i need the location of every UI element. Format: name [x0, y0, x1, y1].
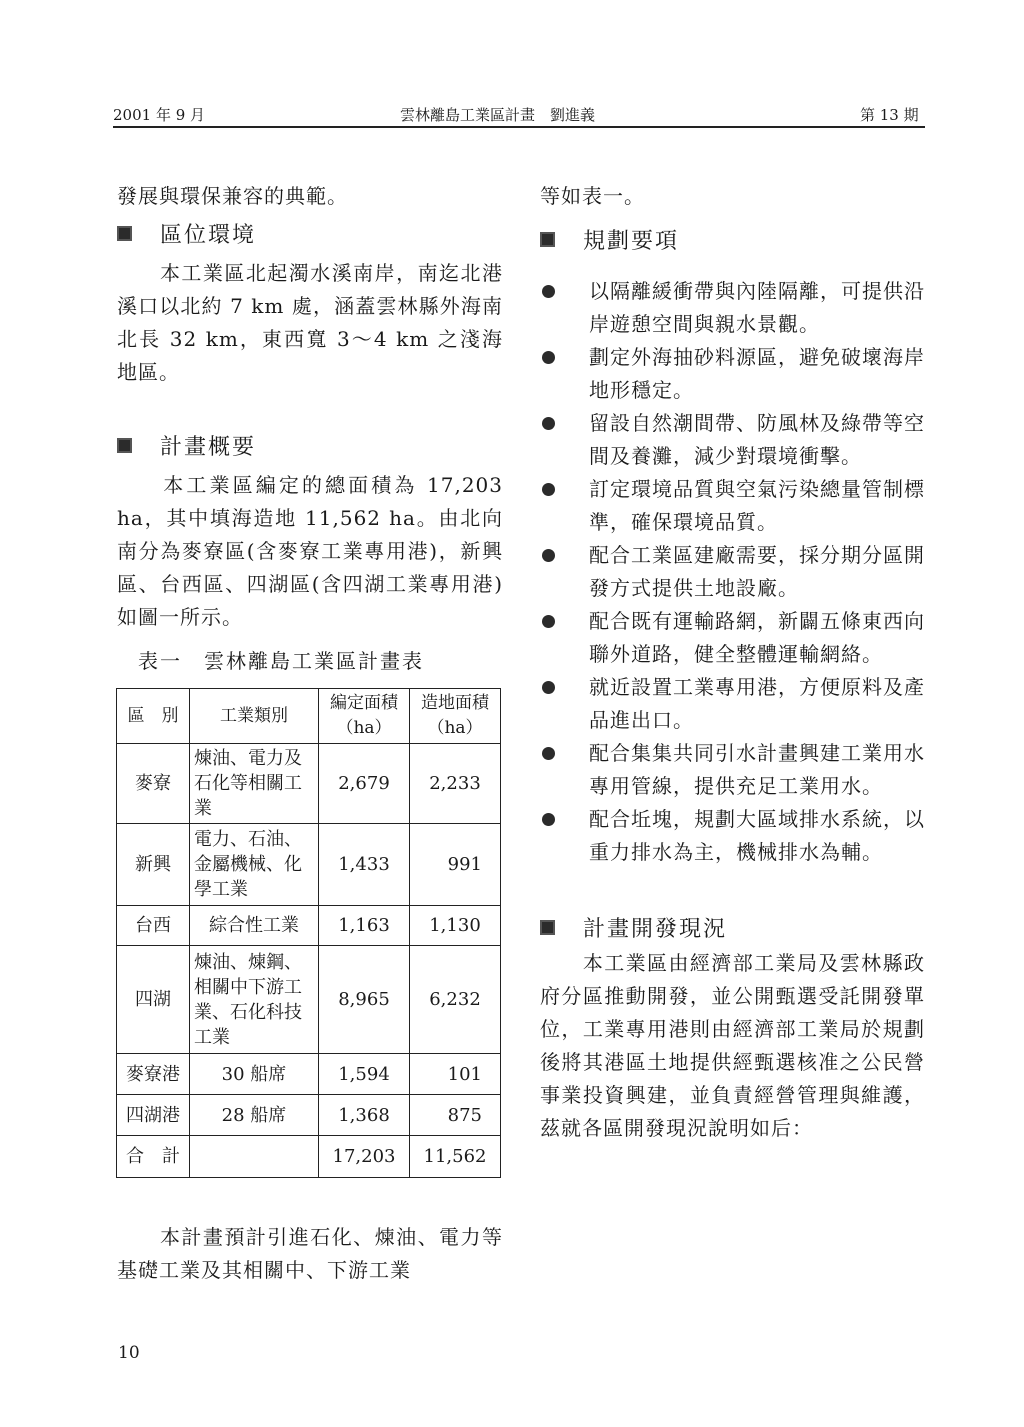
- planning-bullet-text: 就近設置工業專用港，方便原料及產品進出口。: [589, 675, 925, 732]
- table-cell: 1,130: [410, 906, 501, 946]
- header-issue: 第 13 期: [860, 106, 919, 124]
- table-cell: 煉油、煉鋼、相關中下游工業、石化科技工業: [190, 946, 319, 1054]
- round-bullet-icon: [542, 285, 555, 298]
- plan-table: [116, 688, 501, 1178]
- table-cell: 875: [410, 1095, 501, 1136]
- table-cell: 1,163: [319, 906, 410, 946]
- table-header-cell: 區 別: [117, 689, 190, 744]
- round-bullet-icon: [542, 681, 555, 694]
- planning-bullet-item: [540, 737, 925, 803]
- section-overview-heading: [117, 427, 503, 463]
- section-overview-title: 計畫概要: [160, 434, 257, 460]
- round-bullet-icon: [542, 747, 555, 760]
- left-intro: 發展與環保兼容的典範。: [117, 184, 348, 208]
- planning-bullet-text: 以隔離緩衝帶與內陸隔離，可提供沿岸遊憩空間與親水景觀。: [589, 279, 925, 336]
- table-row: [117, 1136, 501, 1178]
- section-status-heading: [540, 909, 925, 945]
- square-bullet-icon: [117, 438, 132, 453]
- table-cell: 1,433: [319, 824, 410, 906]
- table-cell: 電力、石油、金屬機械、化學工業: [190, 824, 319, 906]
- left-column: [117, 180, 503, 634]
- round-bullet-icon: [542, 483, 555, 496]
- header-date: 2001 年 9 月: [113, 106, 206, 124]
- table-caption: 表一 雲林離島工業區計畫表: [138, 649, 424, 673]
- round-bullet-icon: [542, 549, 555, 562]
- table-cell: 101: [410, 1054, 501, 1095]
- planning-bullet-item: [540, 605, 925, 671]
- table-cell: 合 計: [117, 1136, 190, 1178]
- section-overview-text: 本工業區編定的總面積為 17,203 ha，其中填海造地 11,562 ha。由北向南分為麥寮區(含麥寮工業專用港)，新興區、台西區、四湖區(含四湖工業專用港)如圖一所示。: [117, 473, 503, 629]
- page-number: 10: [118, 1343, 140, 1363]
- table-row: [117, 1054, 501, 1095]
- square-bullet-icon: [540, 920, 555, 935]
- round-bullet-icon: [542, 615, 555, 628]
- table-cell: 17,203: [319, 1136, 410, 1178]
- planning-bullet-text: 配合既有運輸路網，新闢五條東西向聯外道路，健全整體運輸網絡。: [589, 609, 925, 666]
- table-cell: 台西: [117, 906, 190, 946]
- table-header-row: [117, 689, 501, 744]
- section-location-text: 本工業區北起濁水溪南岸，南迄北港溪口以北約 7 km 處，涵蓋雲林縣外海南北長 32 km，東西寬 3～4 km 之淺海地區。: [117, 261, 503, 384]
- table-cell: 991: [410, 824, 501, 906]
- section-location-title: 區位環境: [160, 222, 257, 248]
- table-cell: 28 船席: [190, 1095, 319, 1136]
- table-cell: 新興: [117, 824, 190, 906]
- header-rule: [113, 126, 925, 128]
- table-cell: 8,965: [319, 946, 410, 1054]
- planning-bullet-item: [540, 671, 925, 737]
- table-cell: 四湖: [117, 946, 190, 1054]
- table-cell: 煉油、電力及石化等相關工業: [190, 744, 319, 824]
- table-cell: 麥寮: [117, 744, 190, 824]
- left-outro-text: 本計畫預計引進石化、煉油、電力等基礎工業及其相關中、下游工業: [117, 1225, 503, 1282]
- planning-bullet-text: 劃定外海抽砂料源區，避免破壞海岸地形穩定。: [589, 345, 925, 402]
- table-cell: 1,368: [319, 1095, 410, 1136]
- planning-bullet-item: [540, 473, 925, 539]
- table-row: [117, 906, 501, 946]
- section-status-text: 本工業區由經濟部工業局及雲林縣政府分區推動開發，並公開甄選受託開發單位，工業專用港則由經濟部工業局於規劃後將其港區土地提供經甄選核准之公民營事業投資興建，並負責經營管理與維護，茲就各區開發現況說明如后：: [540, 951, 925, 1140]
- table-cell: 11,562: [410, 1136, 501, 1178]
- table-header-cell: 工業類別: [190, 689, 319, 744]
- section-planning-title: 規劃要項: [583, 228, 680, 254]
- round-bullet-icon: [542, 813, 555, 826]
- planning-bullet-item: [540, 407, 925, 473]
- table-row: [117, 1095, 501, 1136]
- header-title: 雲林離島工業區計畫 劉進義: [400, 106, 596, 124]
- table-row: [117, 824, 501, 906]
- table-header-cell: 編定面積（ha）: [319, 689, 410, 744]
- planning-bullet-text: 訂定環境品質與空氣污染總量管制標準，確保環境品質。: [589, 477, 925, 534]
- section-planning-heading: [540, 221, 925, 257]
- table-row: [117, 744, 501, 824]
- planning-bullet-item: [540, 803, 925, 869]
- table-cell: 2,233: [410, 744, 501, 824]
- table-row: [117, 946, 501, 1054]
- planning-bullet-item: [540, 275, 925, 341]
- planning-bullet-item: [540, 539, 925, 605]
- square-bullet-icon: [117, 226, 132, 241]
- table-cell: 四湖港: [117, 1095, 190, 1136]
- planning-bullet-text: 配合工業區建廠需要，採分期分區開發方式提供土地設廠。: [589, 543, 925, 600]
- table-cell: 1,594: [319, 1054, 410, 1095]
- round-bullet-icon: [542, 351, 555, 364]
- table-cell: 30 船席: [190, 1054, 319, 1095]
- planning-bullet-text: 配合坵塊，規劃大區域排水系統，以重力排水為主，機械排水為輔。: [589, 807, 925, 864]
- table-cell: 綜合性工業: [190, 906, 319, 946]
- planning-bullet-item: [540, 341, 925, 407]
- table-cell: 2,679: [319, 744, 410, 824]
- table-header-cell: 造地面積（ha）: [410, 689, 501, 744]
- table-cell: 6,232: [410, 946, 501, 1054]
- left-outro-block: [117, 1221, 503, 1287]
- round-bullet-icon: [542, 417, 555, 430]
- planning-bullet-list: [540, 275, 925, 869]
- square-bullet-icon: [540, 232, 555, 247]
- section-status-title: 計畫開發現況: [583, 916, 728, 942]
- right-column: [540, 180, 925, 1145]
- section-location-heading: [117, 215, 503, 251]
- right-intro: 等如表一。: [540, 184, 645, 208]
- planning-bullet-text: 配合集集共同引水計畫興建工業用水專用管線，提供充足工業用水。: [589, 741, 925, 798]
- table-cell: [190, 1136, 319, 1178]
- table-cell: 麥寮港: [117, 1054, 190, 1095]
- planning-bullet-text: 留設自然潮間帶、防風林及綠帶等空間及養灘，減少對環境衝擊。: [589, 411, 925, 468]
